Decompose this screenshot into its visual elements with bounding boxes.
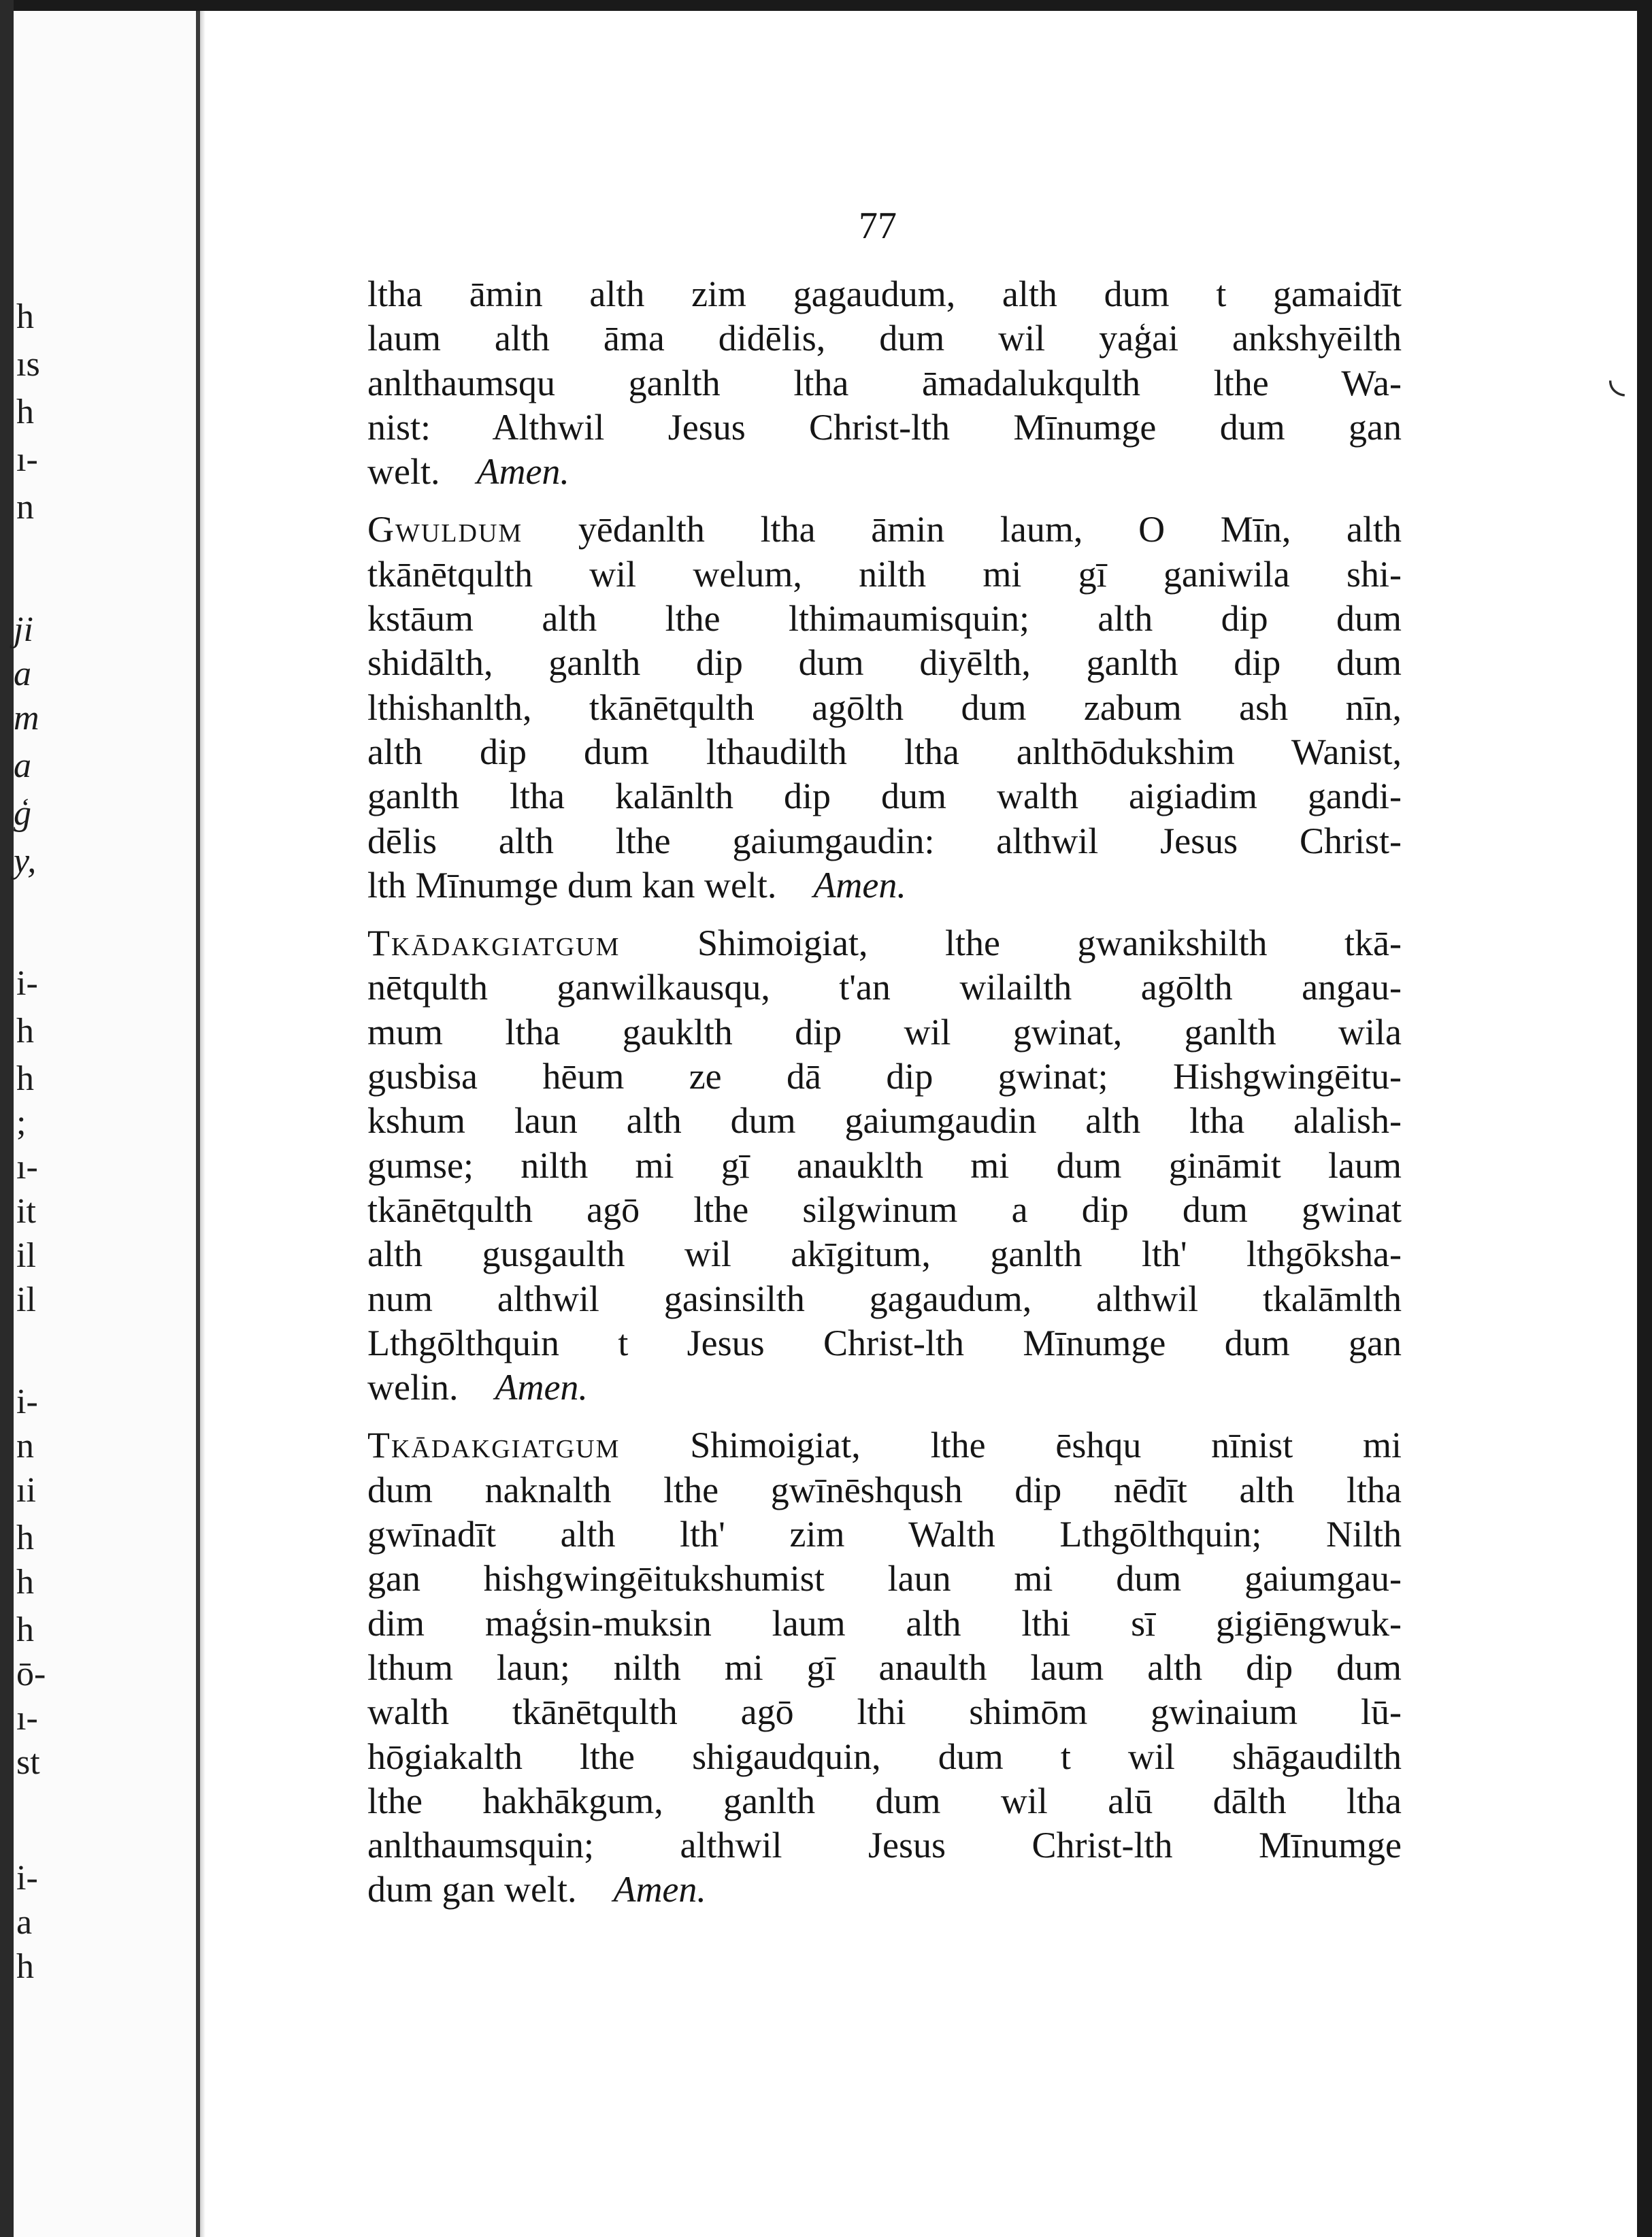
text-line: dum naknalth lthe gwīnēshqush dip nēdīt alth ltha	[367, 1469, 1402, 1510]
previous-page-fragment: h	[16, 1012, 34, 1050]
paragraph	[367, 921, 1402, 1410]
previous-page-fragment: ;	[16, 1104, 27, 1142]
text-line: mum ltha gauklth dip wil gwinat, ganlth wila	[367, 1011, 1402, 1053]
text-line-last	[367, 1868, 1402, 1912]
heading-line-text: Shimoigiat, lthe gwanikshilth tkā-	[697, 923, 1402, 964]
last-line-text: lth Mīnumge dum kan welt.	[367, 864, 777, 906]
previous-page-fragment: it	[16, 1192, 36, 1231]
previous-page-fragment: i-	[16, 964, 38, 1003]
text-line-last	[367, 863, 1402, 908]
paragraph	[367, 272, 1402, 494]
previous-page-fragment: ıs	[16, 345, 40, 384]
text-line-last	[367, 450, 1402, 494]
text-line: num althwil gasinsilth gagaudum, althwil tkalāmlth	[367, 1278, 1402, 1319]
text-line: ganlth ltha kalānlth dip dum walth aigiadim gandi-	[367, 776, 1402, 817]
scan-top-edge	[0, 0, 1652, 11]
previous-page-fragment: n	[16, 488, 34, 527]
amen-word: Amen.	[613, 1869, 706, 1910]
previous-page-fragment: ji	[14, 610, 33, 649]
paragraph-heading: Tkādakgiatgum	[367, 1425, 621, 1466]
previous-page-fragment: y,	[14, 842, 37, 880]
text-line: alth gusgaulth wil akīgitum, ganlth lth' lthgōksha-	[367, 1233, 1402, 1275]
page-number: 77	[859, 205, 897, 247]
scan-right-edge	[1637, 0, 1652, 2237]
text-line: alth dip dum lthaudilth ltha anlthōdukshim Wanist,	[367, 731, 1402, 772]
previous-page-fragment: h	[16, 1610, 34, 1649]
text-line: walth tkānētqulth agō lthi shimōm gwinaium lū-	[367, 1691, 1402, 1733]
text-line: tkānētqulth wil welum, nilth mi gī ganiwila shi-	[367, 553, 1402, 595]
previous-page-fragment: a	[14, 746, 31, 785]
text-line: anlthaumsquin; althwil Jesus Christ-lth Mīnumge	[367, 1825, 1402, 1866]
text-line: gwīnadīt alth lth' zim Walth Lthgōlthquin; Nilth	[367, 1514, 1402, 1555]
previous-page-fragment: h	[16, 1059, 34, 1098]
page-body	[367, 272, 1402, 1926]
text-line: tkānētqulth agō lthe silgwinum a dip dum gwinat	[367, 1189, 1402, 1230]
previous-page-fragment: i-	[16, 1382, 38, 1421]
text-line: dim maģsin-muksin laum alth lthi sī gigiēngwuk-	[367, 1602, 1402, 1644]
previous-page-fragment: a	[14, 654, 31, 693]
last-line-text: welt.	[367, 451, 440, 493]
previous-page-fragment: h	[16, 1563, 34, 1602]
previous-page-fragment: m	[14, 699, 39, 738]
text-line: hōgiakalth lthe shigaudquin, dum t wil shāgaudilth	[367, 1736, 1402, 1777]
previous-page-fragment: a	[16, 1903, 33, 1942]
text-line: laum alth āma didēlis, dum wil yaģai ankshyēilth	[367, 318, 1402, 359]
amen-word: Amen.	[476, 451, 569, 493]
previous-page-fragment: st	[16, 1743, 40, 1782]
previous-page-fragment: il	[16, 1280, 36, 1319]
heading-line-text: Shimoigiat, lthe ēshqu nīnist mi	[690, 1425, 1402, 1466]
text-line: Lthgōlthquin t Jesus Christ-lth Mīnumge dum gan	[367, 1322, 1402, 1363]
text-line: anlthaumsqu ganlth ltha āmadalukqulth lthe Wa-	[367, 362, 1402, 403]
text-line: kstāum alth lthe lthimaumisquin; alth dip dum	[367, 598, 1402, 640]
paragraph	[367, 508, 1402, 908]
previous-page-fragment: h	[16, 393, 34, 431]
previous-page-fragment: h	[16, 297, 34, 336]
amen-word: Amen.	[813, 864, 906, 906]
text-line: ltha āmin alth zim gagaudum, alth dum t gamaidīt	[367, 274, 1402, 314]
previous-page-fragment: h	[16, 1947, 34, 1986]
previous-page-fragment: ı-	[16, 1148, 38, 1187]
heading-line-text: yēdanlth ltha āmin laum, O Mīn, alth	[578, 509, 1402, 550]
previous-page-strip	[14, 11, 196, 2237]
previous-page-fragment: il	[16, 1236, 36, 1275]
previous-page-fragment: i-	[16, 1859, 38, 1898]
previous-page-fragment: ō-	[16, 1655, 46, 1693]
gutter-shadow	[200, 11, 205, 2237]
paragraph-heading: Tkādakgiatgum	[367, 923, 621, 964]
text-line: dēlis alth lthe gaiumgaudin: althwil Jesus Christ-	[367, 820, 1402, 861]
text-line: nist: Althwil Jesus Christ-lth Mīnumge dum gan	[367, 406, 1402, 448]
last-line-text: welin.	[367, 1367, 459, 1408]
text-line: gumse; nilth mi gī anauklth mi dum gināmit laum	[367, 1144, 1402, 1186]
text-line: gan hishgwingēitukshumist laun mi dum gaiumgau-	[367, 1558, 1402, 1600]
previous-page-fragment: ģ	[14, 794, 31, 833]
right-edge-mark: ◟	[1608, 355, 1625, 400]
previous-page-fragment: h	[16, 1519, 34, 1557]
text-line	[367, 921, 1402, 965]
text-line: lthe hakhākgum, ganlth dum wil alū dālth ltha	[367, 1780, 1402, 1821]
text-line: lthishanlth, tkānētqulth agōlth dum zabum ash nīn,	[367, 686, 1402, 728]
text-line	[367, 1423, 1402, 1468]
previous-page-fragment: ı-	[16, 1699, 38, 1738]
text-line	[367, 508, 1402, 552]
text-line-last	[367, 1365, 1402, 1410]
amen-word: Amen.	[495, 1367, 588, 1408]
previous-page-fragment: n	[16, 1427, 34, 1465]
text-line: gusbisa hēum ze dā dip gwinat; Hishgwingēitu-	[367, 1056, 1402, 1097]
text-line: shidālth, ganlth dip dum diyēlth, ganlth dip dum	[367, 642, 1402, 684]
previous-page-fragment: ı-	[16, 440, 38, 479]
previous-page-fragment: ıi	[16, 1471, 36, 1510]
text-line: kshum laun alth dum gaiumgaudin alth ltha alalish-	[367, 1100, 1402, 1142]
text-line: lthum laun; nilth mi gī anaulth laum alth dip dum	[367, 1646, 1402, 1688]
paragraph-heading: Gwuldum	[367, 509, 523, 550]
paragraph	[367, 1423, 1402, 1912]
last-line-text: dum gan welt.	[367, 1869, 577, 1910]
scan-left-edge	[0, 0, 14, 2237]
text-line: nētqulth ganwilkausqu, t'an wilailth agōlth angau-	[367, 967, 1402, 1008]
